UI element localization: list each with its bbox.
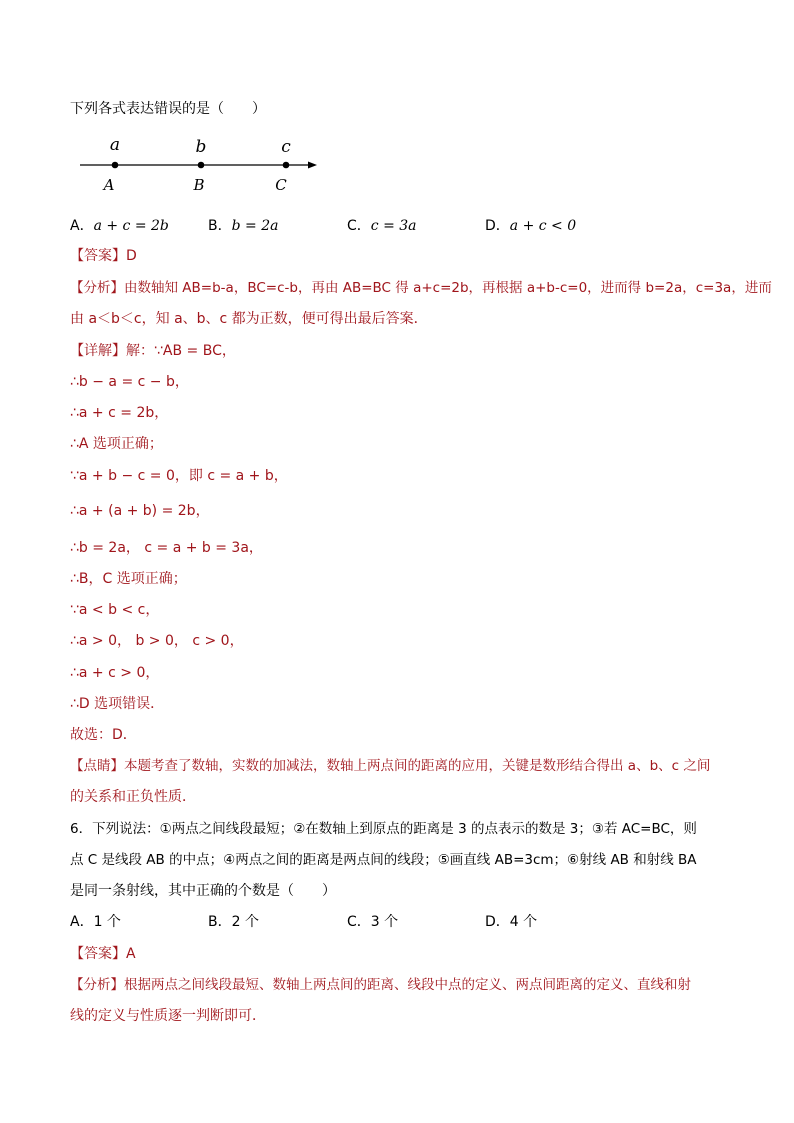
q5-detail-line-5: ∴a + (a + b) = 2b，	[70, 503, 210, 519]
q6-stem-line2: 点 C 是线段 AB 的中点；④两点之间的距离是两点间的线段；⑤画直线 AB=3cm；⑥射线 AB 和射线 BA	[70, 852, 697, 868]
q6-answer	[70, 944, 136, 964]
q5-analysis-line2: 由 a＜b＜c，知 a、b、c 都为正数，便可得出最后答案．	[70, 311, 428, 327]
q5-option-d: D．a + c < 0	[485, 218, 577, 234]
comment-tag: 【点睛】	[70, 758, 124, 774]
point-a-var: a	[109, 135, 121, 155]
point-a-label: A	[103, 176, 115, 194]
q5-detail-line-1: ∴b − a = c − b，	[70, 374, 189, 390]
point-b-dot	[198, 162, 205, 169]
point-b-label: B	[193, 176, 205, 194]
q6-option-a: A．1 个	[70, 914, 121, 930]
answer-tag: 【答案】	[70, 946, 126, 962]
q5-detail-line-3: ∴A 选项正确；	[70, 436, 163, 452]
q6-analysis-line2: 线的定义与性质逐一判断即可．	[70, 1008, 266, 1024]
q5-comment-line1: 【点睛】本题考查了数轴，实数的加减法，数轴上两点间的距离的应用，关键是数形结合得出 a、b、c 之间	[70, 758, 711, 774]
q5-detail-line-4: ∵a + b − c = 0，即 c = a + b，	[70, 468, 288, 484]
q5-detail-line-9: ∴a > 0， b > 0， c > 0，	[70, 633, 244, 649]
point-b-var: b	[195, 137, 207, 157]
q5-detail-line-7: ∴B，C 选项正确；	[70, 571, 187, 587]
number-line-arrow-icon	[308, 162, 317, 169]
q5-detail-line-8: ∵a < b < c，	[70, 602, 160, 618]
q5-comment-line2: 的关系和正负性质．	[70, 789, 196, 805]
answer-value: D	[126, 248, 137, 264]
q5-detail-line-2: ∴a + c = 2b，	[70, 405, 169, 421]
q6-option-b: B．2 个	[208, 914, 259, 930]
q6-stem-line3: 是同一条射线，其中正确的个数是（ ）	[70, 883, 336, 899]
q6-analysis-line1: 【分析】根据两点之间线段最短、数轴上两点间的距离、线段中点的定义、两点间距离的定义、直线和射	[70, 977, 691, 993]
q5-analysis-line1: 【分析】由数轴知 AB=b-a，BC=c-b，再由 AB=BC 得 a+c=2b，再根据 a+b-c=0，进而得 b=2a，c=3a，进而	[70, 280, 772, 296]
point-c-var: c	[281, 137, 291, 157]
answer-tag: 【答案】	[70, 248, 126, 264]
detail-tag: 【详解】	[70, 343, 126, 359]
q5-option-a: A．a + c = 2b	[70, 218, 169, 234]
q5-stem: 下列各式表达错误的是（ ）	[70, 101, 266, 117]
point-a-dot	[112, 162, 119, 169]
analysis-tag: 【分析】	[70, 977, 124, 993]
q6-option-c: C．3 个	[347, 914, 399, 930]
q5-detail-line-0: 【详解】解：∵AB = BC，	[70, 343, 236, 359]
q5-answer	[70, 246, 137, 266]
q5-detail-line-11: ∴D 选项错误．	[70, 696, 165, 712]
q5-detail-line-10: ∴a + c > 0，	[70, 665, 160, 681]
point-c-label: C	[275, 176, 287, 194]
number-line-figure	[75, 130, 325, 198]
point-c-dot	[283, 162, 290, 169]
q5-option-b: B．b = 2a	[208, 218, 279, 234]
q5-detail-line-12: 故选：D．	[70, 727, 137, 743]
analysis-tag: 【分析】	[70, 280, 124, 296]
q6-stem-line1: 6．下列说法：①两点之间线段最短；②在数轴上到原点的距离是 3 的点表示的数是 3；③若 AC=BC，则	[70, 821, 697, 837]
answer-value: A	[126, 946, 136, 962]
q6-option-d: D．4 个	[485, 914, 538, 930]
q5-option-c: C．c = 3a	[347, 218, 417, 234]
q5-detail-line-6: ∴b = 2a， c = a + b = 3a，	[70, 540, 263, 556]
